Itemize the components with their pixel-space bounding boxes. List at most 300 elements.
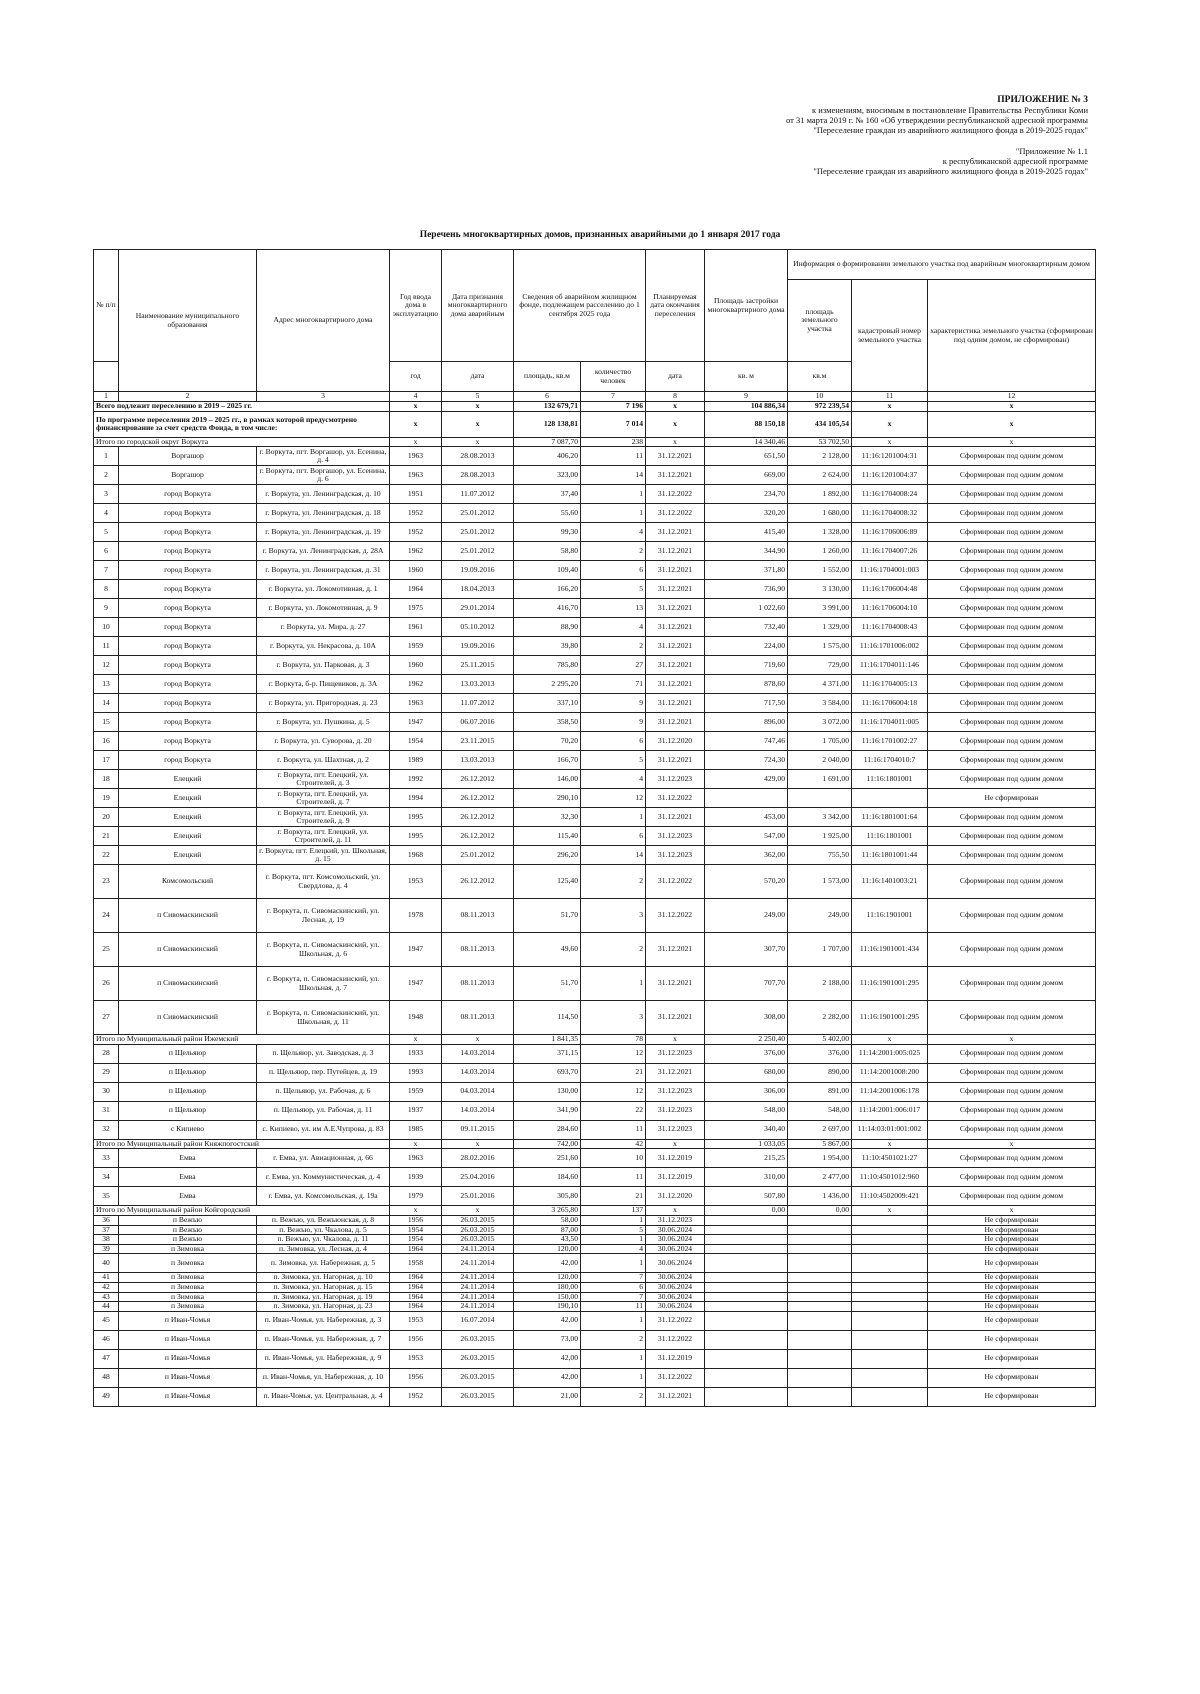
row-land-characteristic: Сформирован под одним домом [928, 808, 1096, 827]
table-row [94, 1349, 1096, 1368]
row-cadastral-number [852, 1311, 928, 1330]
row-planned-date: 31.12.2021 [646, 580, 705, 599]
row-municipality: город Воркута [119, 675, 257, 694]
houses-table-container [93, 249, 1095, 1407]
group-people: 137 [581, 1206, 646, 1216]
group-land-area: 0,00 [788, 1206, 852, 1216]
row-people: 12 [581, 789, 646, 808]
row-address: с. Кипиево, ул. им А.Е.Чупрова, д. 83 [257, 1120, 390, 1139]
total-area: 132 679,71 [514, 402, 581, 412]
row-land-area: 3 584,00 [788, 694, 852, 713]
row-land-characteristic: Сформирован под одним домом [928, 865, 1096, 899]
row-year: 1961 [390, 618, 442, 637]
col-unit-planned-date: дата [646, 362, 705, 392]
row-people: 1 [581, 1235, 646, 1245]
row-emergency-date: 26.12.2012 [442, 789, 514, 808]
table-row [94, 1225, 1096, 1235]
table-row [94, 899, 1096, 933]
row-year: 1937 [390, 1101, 442, 1120]
table-row [94, 846, 1096, 865]
row-number: 31 [94, 1101, 119, 1120]
row-municipality: п Зимовка [119, 1282, 257, 1292]
row-building-area: 736,90 [705, 580, 788, 599]
row-year: 1959 [390, 637, 442, 656]
col-header-planned-date: Планируемая дата окончания переселения [646, 250, 705, 362]
row-people: 11 [581, 447, 646, 466]
row-area: 146,00 [514, 770, 581, 789]
row-land-area [788, 1368, 852, 1387]
row-year: 1958 [390, 1254, 442, 1273]
row-emergency-date: 14.03.2014 [442, 1044, 514, 1063]
row-building-area: 415,40 [705, 523, 788, 542]
row-number: 19 [94, 789, 119, 808]
row-number: 4 [94, 504, 119, 523]
row-emergency-date: 25.01.2012 [442, 523, 514, 542]
row-land-characteristic: Не сформирован [928, 1282, 1096, 1292]
group-cell: x [442, 1206, 514, 1216]
row-municipality: город Воркута [119, 618, 257, 637]
row-planned-date: 31.12.2021 [646, 675, 705, 694]
row-building-area: 1 022,60 [705, 599, 788, 618]
row-municipality: п Вежъю [119, 1235, 257, 1245]
table-row [94, 580, 1096, 599]
row-number: 3 [94, 485, 119, 504]
group-label: Итого по Муниципальный район Княжпогостский [94, 1139, 390, 1149]
row-municipality: п Сивомаскинский [119, 1001, 257, 1035]
row-people: 1 [581, 808, 646, 827]
row-area: 43,50 [514, 1235, 581, 1245]
row-cadastral-number [852, 1387, 928, 1406]
table-head [94, 250, 1096, 402]
row-cadastral-number: 11:16:1201004:31 [852, 447, 928, 466]
row-land-area [788, 1273, 852, 1283]
row-land-area [788, 1302, 852, 1312]
row-land-characteristic: Не сформирован [928, 1235, 1096, 1245]
row-municipality: п Зимовка [119, 1244, 257, 1254]
row-land-characteristic: Сформирован под одним домом [928, 1168, 1096, 1187]
row-land-area [788, 1244, 852, 1254]
row-cadastral-number: 11:16:1704008:32 [852, 504, 928, 523]
group-cell: x [442, 1139, 514, 1149]
row-people: 4 [581, 1244, 646, 1254]
row-cadastral-number: 11:16:1704005:13 [852, 675, 928, 694]
group-land-area: 53 702,50 [788, 437, 852, 447]
row-people: 14 [581, 466, 646, 485]
row-land-characteristic: Сформирован под одним домом [928, 618, 1096, 637]
row-building-area: 215,25 [705, 1149, 788, 1168]
program-line: "Приложение № 1.1 [1015, 146, 1088, 156]
row-municipality: город Воркута [119, 523, 257, 542]
table-row [94, 1001, 1096, 1035]
row-cadastral-number [852, 1292, 928, 1302]
row-emergency-date: 18.04.2013 [442, 580, 514, 599]
total-cell: x [928, 411, 1096, 437]
row-planned-date: 31.12.2021 [646, 933, 705, 967]
row-cadastral-number: 11:16:1901001:434 [852, 933, 928, 967]
row-land-characteristic: Сформирован под одним домом [928, 899, 1096, 933]
table-row [94, 713, 1096, 732]
row-building-area [705, 1254, 788, 1273]
col-header-land-characteristic: характеристика земельного участка (сформирован под одним домом, не сформирован) [928, 280, 1096, 392]
row-area: 42,00 [514, 1368, 581, 1387]
col-header-fund-info: Сведения об аварийном жилищном фонде, подлежащем расселению до 1 сентября 2025 года [514, 250, 646, 362]
appendix-header [786, 94, 1088, 135]
row-cadastral-number: 11:16:1901001:295 [852, 1001, 928, 1035]
row-building-area [705, 1302, 788, 1312]
row-number: 43 [94, 1292, 119, 1302]
row-land-characteristic: Не сформирован [928, 1254, 1096, 1273]
row-area: 371,15 [514, 1044, 581, 1063]
row-number: 45 [94, 1311, 119, 1330]
row-emergency-date: 24.11.2014 [442, 1254, 514, 1273]
row-people: 21 [581, 1063, 646, 1082]
col-number: 4 [390, 392, 442, 402]
row-emergency-date: 08.11.2013 [442, 899, 514, 933]
row-emergency-date: 26.12.2012 [442, 770, 514, 789]
row-people: 6 [581, 561, 646, 580]
row-number: 12 [94, 656, 119, 675]
row-emergency-date: 13.03.2013 [442, 675, 514, 694]
row-municipality: п Щельяюр [119, 1101, 257, 1120]
row-building-area: 306,00 [705, 1082, 788, 1101]
row-planned-date: 31.12.2021 [646, 1387, 705, 1406]
row-planned-date: 31.12.2021 [646, 1001, 705, 1035]
row-land-characteristic: Сформирован под одним домом [928, 732, 1096, 751]
row-land-characteristic: Сформирован под одним домом [928, 1001, 1096, 1035]
row-area: 109,40 [514, 561, 581, 580]
row-land-area: 1 707,00 [788, 933, 852, 967]
row-address: г. Воркута, ул. Локомотивная, д. 1 [257, 580, 390, 599]
row-emergency-date: 19.09.2016 [442, 561, 514, 580]
table-body [94, 402, 1096, 1407]
row-municipality: п Щельяюр [119, 1044, 257, 1063]
group-cell: x [390, 1206, 442, 1216]
row-municipality: город Воркута [119, 580, 257, 599]
row-number: 14 [94, 694, 119, 713]
appendix-line: "Переселение граждан из аварийного жилищного фонда в 2019-2025 годах" [813, 125, 1088, 135]
row-land-area: 376,00 [788, 1044, 852, 1063]
total-land-area: 972 239,54 [788, 402, 852, 412]
row-area: 785,80 [514, 656, 581, 675]
row-cadastral-number: 11:14:2001006:178 [852, 1082, 928, 1101]
row-year: 1956 [390, 1330, 442, 1349]
row-municipality: город Воркута [119, 504, 257, 523]
appendix-line: к изменениям, вносимым в постановление Правительства Республики Коми [812, 105, 1088, 115]
row-building-area: 680,00 [705, 1063, 788, 1082]
row-area: 42,00 [514, 1254, 581, 1273]
row-address: г. Воркута, пгт. Елецкий, ул. Строителей, д. 3 [257, 770, 390, 789]
row-planned-date: 31.12.2022 [646, 789, 705, 808]
row-people: 4 [581, 523, 646, 542]
row-people: 2 [581, 542, 646, 561]
row-land-characteristic: Сформирован под одним домом [928, 1187, 1096, 1206]
row-people: 6 [581, 1282, 646, 1292]
row-emergency-date: 26.12.2012 [442, 808, 514, 827]
row-land-characteristic: Сформирован под одним домом [928, 637, 1096, 656]
table-row [94, 447, 1096, 466]
row-people: 2 [581, 865, 646, 899]
table-row [94, 1330, 1096, 1349]
row-emergency-date: 25.01.2012 [442, 542, 514, 561]
row-land-characteristic: Сформирован под одним домом [928, 580, 1096, 599]
row-area: 42,00 [514, 1311, 581, 1330]
row-cadastral-number: 11:10:4501021:27 [852, 1149, 928, 1168]
col-number: 3 [257, 392, 390, 402]
row-municipality: Воргашор [119, 447, 257, 466]
row-land-area: 2 188,00 [788, 967, 852, 1001]
row-municipality: п Сивомаскинский [119, 899, 257, 933]
row-address: г. Емва, ул. Комсомольская, д. 19а [257, 1187, 390, 1206]
row-cadastral-number: 11:16:1706004:10 [852, 599, 928, 618]
row-cadastral-number [852, 789, 928, 808]
row-year: 1960 [390, 656, 442, 675]
row-people: 1 [581, 1311, 646, 1330]
row-number: 27 [94, 1001, 119, 1035]
row-number: 15 [94, 713, 119, 732]
row-people: 27 [581, 656, 646, 675]
group-area: 742,00 [514, 1139, 581, 1149]
table-row [94, 1368, 1096, 1387]
table-row [94, 1387, 1096, 1406]
row-land-area: 755,50 [788, 846, 852, 865]
row-number: 41 [94, 1273, 119, 1283]
row-cadastral-number: 11:16:1706006:89 [852, 523, 928, 542]
group-cell: x [442, 437, 514, 447]
row-planned-date: 31.12.2021 [646, 751, 705, 770]
row-cadastral-number: 11:16:1704011:146 [852, 656, 928, 675]
row-area: 296,20 [514, 846, 581, 865]
row-number: 16 [94, 732, 119, 751]
row-people: 13 [581, 599, 646, 618]
row-land-characteristic: Сформирован под одним домом [928, 523, 1096, 542]
table-row [94, 1101, 1096, 1120]
row-address: г. Воркута, б-р. Пищевиков, д. 3А [257, 675, 390, 694]
row-address: г. Воркута, п. Сивомаскинский, ул. Лесная, д. 19 [257, 899, 390, 933]
row-land-area: 1 575,00 [788, 637, 852, 656]
row-building-area: 453,00 [705, 808, 788, 827]
col-header-land-area: площадь земельного участка [788, 280, 852, 362]
row-people: 12 [581, 1044, 646, 1063]
row-cadastral-number [852, 1244, 928, 1254]
row-address: г. Воркута, пгт. Елецкий, ул. Строителей, д. 7 [257, 789, 390, 808]
row-municipality: п Иван-Чомья [119, 1349, 257, 1368]
row-year: 1992 [390, 770, 442, 789]
col-header-cadastral: кадастровый номер земельного участка [852, 280, 928, 392]
row-address: г. Воркута, пгт. Воргашор, ул. Есенина, д. 6 [257, 466, 390, 485]
group-area: 7 087,70 [514, 437, 581, 447]
table-row [94, 732, 1096, 751]
row-cadastral-number: 11:16:1706004:18 [852, 694, 928, 713]
row-people: 21 [581, 1187, 646, 1206]
row-address: г. Воркута, ул. Суворова, д. 20 [257, 732, 390, 751]
group-total-row [94, 1139, 1096, 1149]
row-municipality: п Иван-Чомья [119, 1368, 257, 1387]
row-people: 5 [581, 751, 646, 770]
row-emergency-date: 26.12.2012 [442, 865, 514, 899]
row-land-characteristic: Не сформирован [928, 789, 1096, 808]
row-area: 416,70 [514, 599, 581, 618]
table-row [94, 1254, 1096, 1273]
row-land-area: 891,00 [788, 1082, 852, 1101]
table-row [94, 1120, 1096, 1139]
row-year: 1947 [390, 967, 442, 1001]
row-land-characteristic: Сформирован под одним домом [928, 1063, 1096, 1082]
group-area: 3 265,80 [514, 1206, 581, 1216]
row-address: г. Воркута, ул. Мира, д. 27 [257, 618, 390, 637]
row-people: 9 [581, 694, 646, 713]
row-emergency-date: 26.03.2015 [442, 1215, 514, 1225]
row-land-area: 1 680,00 [788, 504, 852, 523]
row-emergency-date: 11.07.2012 [442, 485, 514, 504]
row-planned-date: 31.12.2021 [646, 447, 705, 466]
row-cadastral-number [852, 1254, 928, 1273]
row-land-area: 3 991,00 [788, 599, 852, 618]
col-number: 6 [514, 392, 581, 402]
row-municipality: п Щельяюр [119, 1082, 257, 1101]
row-planned-date: 30.06.2024 [646, 1254, 705, 1273]
table-row [94, 504, 1096, 523]
row-area: 88,90 [514, 618, 581, 637]
row-people: 1 [581, 1254, 646, 1273]
row-municipality: город Воркута [119, 599, 257, 618]
col-unit-sqm: кв. м [705, 362, 788, 392]
row-number: 42 [94, 1282, 119, 1292]
row-land-area: 249,00 [788, 899, 852, 933]
table-row [94, 865, 1096, 899]
total-cell: x [442, 411, 514, 437]
row-address: п. Вежъю, ул. Чкалова, д. 5 [257, 1225, 390, 1235]
row-year: 1964 [390, 1273, 442, 1283]
row-cadastral-number: 11:16:1801001 [852, 827, 928, 846]
row-year: 1963 [390, 447, 442, 466]
table-row [94, 751, 1096, 770]
row-planned-date: 31.12.2021 [646, 637, 705, 656]
row-planned-date: 30.06.2024 [646, 1225, 705, 1235]
row-land-area: 1 892,00 [788, 485, 852, 504]
row-land-characteristic: Сформирован под одним домом [928, 1044, 1096, 1063]
row-area: 166,70 [514, 751, 581, 770]
row-area: 305,80 [514, 1187, 581, 1206]
row-address: г. Емва, ул. Коммунистическая, д. 4 [257, 1168, 390, 1187]
total-label: По программе переселения 2019 – 2025 гг., в рамках которой предусмотрено финансирование за счет средств Фонда, в том числе: [94, 411, 390, 437]
total-cell: x [390, 411, 442, 437]
row-building-area: 669,00 [705, 466, 788, 485]
row-land-characteristic: Сформирован под одним домом [928, 846, 1096, 865]
col-header-land-group: Информация о формировании земельного участка под аварийным многоквартирным домом [788, 250, 1096, 280]
table-row [94, 1244, 1096, 1254]
group-people: 78 [581, 1035, 646, 1045]
row-cadastral-number: 11:16:1704010:7 [852, 751, 928, 770]
row-land-area: 890,00 [788, 1063, 852, 1082]
row-planned-date: 31.12.2021 [646, 656, 705, 675]
table-row [94, 1044, 1096, 1063]
group-cell: x [646, 1035, 705, 1045]
table-row [94, 637, 1096, 656]
row-year: 1959 [390, 1082, 442, 1101]
row-year: 1962 [390, 542, 442, 561]
col-number: 11 [852, 392, 928, 402]
row-number: 2 [94, 466, 119, 485]
row-number: 32 [94, 1120, 119, 1139]
row-land-characteristic: Не сформирован [928, 1292, 1096, 1302]
col-header-address: Адрес многоквартирного дома [257, 250, 390, 392]
row-emergency-date: 16.07.2014 [442, 1311, 514, 1330]
row-number: 37 [94, 1225, 119, 1235]
row-cadastral-number: 11:10:4501012:960 [852, 1168, 928, 1187]
row-municipality: Елецкий [119, 789, 257, 808]
group-cell: x [852, 1206, 928, 1216]
row-building-area: 548,00 [705, 1101, 788, 1120]
row-building-area [705, 1349, 788, 1368]
row-land-characteristic: Сформирован под одним домом [928, 1082, 1096, 1101]
row-year: 1962 [390, 675, 442, 694]
row-area: 337,10 [514, 694, 581, 713]
row-building-area: 547,00 [705, 827, 788, 846]
row-land-characteristic: Сформирован под одним домом [928, 466, 1096, 485]
col-unit-land-sqm: кв.м [788, 362, 852, 392]
total-cell: x [646, 411, 705, 437]
row-area: 2 295,20 [514, 675, 581, 694]
row-area: 190,10 [514, 1302, 581, 1312]
row-number: 18 [94, 770, 119, 789]
row-number: 24 [94, 899, 119, 933]
row-number: 9 [94, 599, 119, 618]
row-municipality: п Вежъю [119, 1215, 257, 1225]
row-land-characteristic: Сформирован под одним домом [928, 675, 1096, 694]
row-emergency-date: 29.01.2014 [442, 599, 514, 618]
appendix-line: от 31 марта 2019 г. № 160 «Об утверждении республиканской адресной программы [785, 115, 1088, 125]
group-cell: x [390, 1035, 442, 1045]
row-municipality: Емва [119, 1187, 257, 1206]
row-land-area [788, 1225, 852, 1235]
row-municipality: Емва [119, 1168, 257, 1187]
row-cadastral-number: 11:16:1701002:27 [852, 732, 928, 751]
row-people: 1 [581, 1349, 646, 1368]
row-land-area: 2 282,00 [788, 1001, 852, 1035]
total-cell: x [852, 411, 928, 437]
row-emergency-date: 08.11.2013 [442, 1001, 514, 1035]
row-building-area: 224,00 [705, 637, 788, 656]
row-municipality: город Воркута [119, 637, 257, 656]
row-land-characteristic: Сформирован под одним домом [928, 561, 1096, 580]
row-planned-date: 31.12.2021 [646, 808, 705, 827]
row-planned-date: 31.12.2022 [646, 1368, 705, 1387]
row-people: 7 [581, 1292, 646, 1302]
row-emergency-date: 28.08.2013 [442, 466, 514, 485]
row-year: 1995 [390, 808, 442, 827]
row-building-area [705, 1235, 788, 1245]
row-area: 120,00 [514, 1273, 581, 1283]
group-label: Итого по городской округ Воркута [94, 437, 390, 447]
row-planned-date: 31.12.2022 [646, 1311, 705, 1330]
row-area: 37,40 [514, 485, 581, 504]
row-cadastral-number [852, 1302, 928, 1312]
row-building-area [705, 789, 788, 808]
row-cadastral-number: 11:16:1704011:005 [852, 713, 928, 732]
row-people: 12 [581, 1082, 646, 1101]
group-building-area: 2 250,40 [705, 1035, 788, 1045]
row-address: г. Воркута, ул. Пригородная, д. 23 [257, 694, 390, 713]
col-number: 12 [928, 392, 1096, 402]
row-area: 406,20 [514, 447, 581, 466]
total-label: Всего подлежит переселению в 2019 – 2025 гг. [94, 402, 390, 412]
row-land-characteristic: Не сформирован [928, 1311, 1096, 1330]
row-year: 1993 [390, 1063, 442, 1082]
row-number: 17 [94, 751, 119, 770]
col-number: 2 [119, 392, 257, 402]
row-people: 2 [581, 637, 646, 656]
program-line: "Переселение граждан из аварийного жилищного фонда в 2019-2025 годах" [813, 166, 1088, 176]
